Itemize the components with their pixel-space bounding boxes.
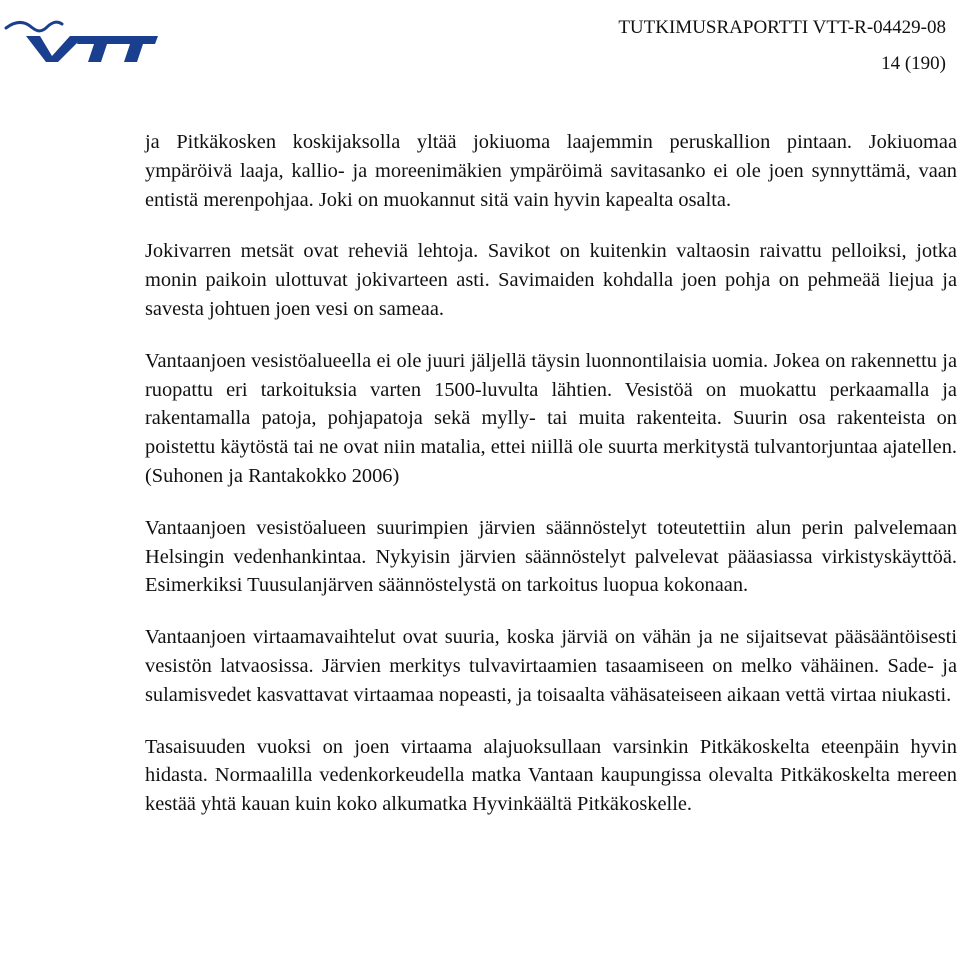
page-number: 14 (190) <box>881 53 946 74</box>
report-id: TUTKIMUSRAPORTTI VTT-R-04429-08 <box>618 17 946 38</box>
paragraph: Vantaanjoen vesistöalueen suurimpien järvien säännöstelyt toteutettiin alun perin palvelemaan Helsingin vedenhankintaa. Nykyisin järvien säännöstelyt palvelevat pääasiassa virkistyskäyttöä. Esimerkiksi Tuusulanjärven säännöstelystä on tarkoitus luopua kokonaan. <box>145 516 957 597</box>
paragraph: Vantaanjoen virtaamavaihtelut ovat suuria, koska järviä on vähän ja ne sijaitsevat pääsääntöisesti vesistön latvaosissa. Järvien merkitys tulvavirtaamien tasaamiseen on melko vähäinen. Sade- ja sulamisvedet kasvattavat virtaamaa nopeasti, ja toisaalta vähäsateiseen aikaan vettä virtaa niukasti. <box>145 626 957 706</box>
paragraph: Tasaisuuden vuoksi on joen virtaama alajuoksullaan varsinkin Pitkäkoskelta eteenpäin hyvin hidasta. Normaalilla vedenkorkeudella matka Vantaan kaupungissa olevalta Pitkäkoskelta mereen kestää yhtä kauan kuin koko alkumatka Hyvinkäältä Pitkäkoskelle. <box>145 735 957 816</box>
vtt-logo <box>4 6 158 62</box>
document-body <box>145 128 957 819</box>
paragraph: Jokivarren metsät ovat reheviä lehtoja. Savikot on kuitenkin valtaosin raivattu pelloiksi, jotka monin paikoin ulottuvat jokivarteen asti. Savimaiden kohdalla joen pohja on pehmeää liejua ja savesta johtuen joen vesi on sameaa. <box>145 240 957 320</box>
paragraph: Vantaanjoen vesistöalueella ei ole juuri jäljellä täysin luonnontilaisia uomia. Jokea on rakennettu ja ruopattu eri tarkoituksia varten 1500-luvulta lähtien. Vesistöä on muokattu perkaamalla ja rakentamalla patoja, pohjapatoja sekä mylly- tai muita rakenteita. Suurin osa rakenteista on poistettu käytöstä tai ne ovat niin matalia, ettei niillä ole suurta merkitystä tulvantorjuntaa ajatellen. (Suhonen ja Rantakokko 2006) <box>145 349 957 487</box>
paragraph: ja Pitkäkosken koskijaksolla yltää jokiuoma laajemmin peruskallion pintaan. Jokiuomaa ympäröivä laaja, kallio- ja moreenimäkien ympäröimä savitasanko ei ole joen synnyttämä, vaan entistä merenpohjaa. Joki on muokannut sitä vain hyvin kapealta osalta. <box>145 131 957 211</box>
